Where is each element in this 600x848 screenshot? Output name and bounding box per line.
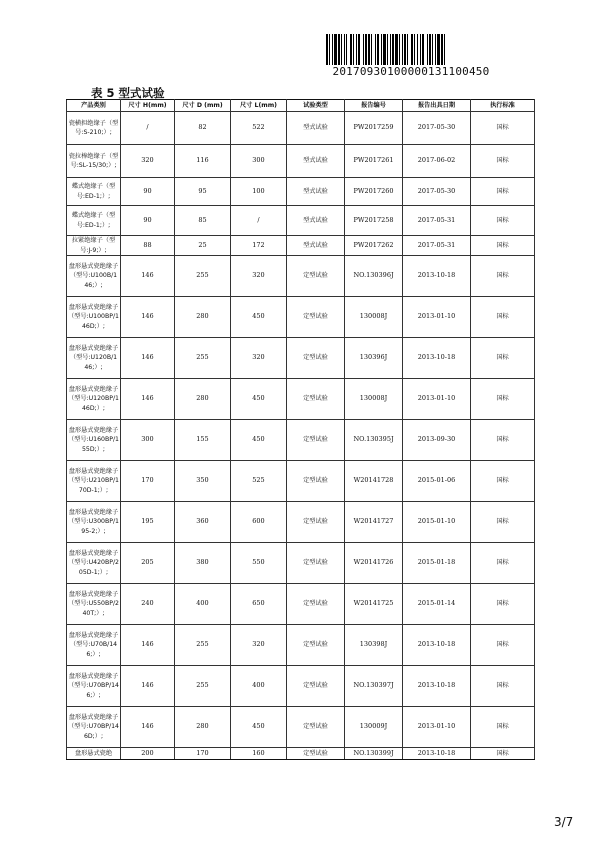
cell-size-l: 450: [231, 379, 287, 420]
cell-report-date: 2013-10-18: [403, 256, 471, 297]
cell-report-number: PW2017262: [345, 236, 403, 256]
table-row: [67, 748, 535, 760]
cell-test-type: 定型试验: [287, 543, 345, 584]
table-title: 表 5 型式试验: [91, 86, 165, 100]
cell-size-h: 88: [121, 236, 175, 256]
cell-report-date: 2013-10-18: [403, 338, 471, 379]
table-row: [67, 297, 535, 338]
cell-report-number: PW2017259: [345, 112, 403, 145]
cell-report-number: W20141725: [345, 584, 403, 625]
header-size-d: 尺寸 D (mm): [175, 100, 231, 112]
cell-size-h: 90: [121, 178, 175, 206]
header-report-date: 报告出具日期: [403, 100, 471, 112]
cell-size-d: 280: [175, 379, 231, 420]
cell-test-type: 定型试验: [287, 256, 345, 297]
cell-product-name: 瓷横担绝缘子（型号:S-210;）;: [67, 112, 121, 145]
header-size-h: 尺寸 H(mm): [121, 100, 175, 112]
cell-size-l: 160: [231, 748, 287, 760]
cell-report-date: 2015-01-06: [403, 461, 471, 502]
cell-report-date: 2013-09-30: [403, 420, 471, 461]
cell-report-number: PW2017258: [345, 206, 403, 236]
cell-test-type: 定型试验: [287, 420, 345, 461]
cell-product-name: 盘形悬式瓷绝缘子（型号:U100BP/146D;）;: [67, 297, 121, 338]
header-standard: 执行标准: [471, 100, 535, 112]
cell-test-type: 型式试验: [287, 112, 345, 145]
cell-product-name: 盘形悬式瓷绝缘子（型号:U120BP/146D;）;: [67, 379, 121, 420]
cell-size-d: 280: [175, 707, 231, 748]
table-header-row: [67, 100, 535, 112]
table-row: [67, 236, 535, 256]
cell-product-name: 拉紧绝缘子（型号:J-9;）;: [67, 236, 121, 256]
cell-report-date: 2017-05-31: [403, 236, 471, 256]
cell-product-name: 盘形悬式瓷绝缘子（型号:U70BP/146D;）;: [67, 707, 121, 748]
cell-size-l: 522: [231, 112, 287, 145]
cell-size-h: 170: [121, 461, 175, 502]
page-number: 3/7: [554, 815, 574, 829]
cell-size-l: 650: [231, 584, 287, 625]
table-row: [67, 256, 535, 297]
barcode-number: 20170930100000131100450: [332, 65, 490, 78]
cell-size-l: 320: [231, 256, 287, 297]
cell-report-date: 2015-01-14: [403, 584, 471, 625]
cell-report-date: 2013-10-18: [403, 625, 471, 666]
cell-standard: 国标: [471, 236, 535, 256]
cell-product-name: 盘形悬式瓷绝缘子（型号:U420BP/205D-1;）;: [67, 543, 121, 584]
cell-standard: 国标: [471, 338, 535, 379]
cell-report-number: PW2017261: [345, 145, 403, 178]
table-row: [67, 379, 535, 420]
cell-test-type: 定型试验: [287, 338, 345, 379]
cell-test-type: 定型试验: [287, 584, 345, 625]
table-row: [67, 206, 535, 236]
cell-standard: 国标: [471, 707, 535, 748]
cell-report-number: 130008J: [345, 379, 403, 420]
cell-size-d: 400: [175, 584, 231, 625]
cell-report-number: 130398J: [345, 625, 403, 666]
cell-standard: 国标: [471, 112, 535, 145]
cell-size-l: 400: [231, 666, 287, 707]
cell-size-d: 255: [175, 625, 231, 666]
cell-size-l: 320: [231, 338, 287, 379]
cell-standard: 国标: [471, 256, 535, 297]
cell-product-name: 盘形悬式瓷绝缘子（型号:U120B/146;）;: [67, 338, 121, 379]
cell-standard: 国标: [471, 178, 535, 206]
cell-standard: 国标: [471, 625, 535, 666]
cell-size-d: 255: [175, 666, 231, 707]
cell-size-d: 25: [175, 236, 231, 256]
cell-size-l: 450: [231, 707, 287, 748]
cell-standard: 国标: [471, 206, 535, 236]
cell-report-date: 2015-01-10: [403, 502, 471, 543]
cell-test-type: 型式试验: [287, 236, 345, 256]
cell-report-number: NO.130396J: [345, 256, 403, 297]
cell-standard: 国标: [471, 420, 535, 461]
cell-report-number: W20141726: [345, 543, 403, 584]
cell-product-name: 盘形悬式瓷绝缘子（型号:U160BP/155D;）;: [67, 420, 121, 461]
header-report-number: 报告编号: [345, 100, 403, 112]
cell-size-l: 550: [231, 543, 287, 584]
cell-size-h: /: [121, 112, 175, 145]
cell-standard: 国标: [471, 379, 535, 420]
cell-size-l: 450: [231, 420, 287, 461]
cell-size-d: 360: [175, 502, 231, 543]
cell-report-date: 2017-05-30: [403, 112, 471, 145]
cell-product-name: 盘形悬式瓷绝缘子（型号:U300BP/195-2;）;: [67, 502, 121, 543]
cell-size-d: 280: [175, 297, 231, 338]
cell-report-number: 130009J: [345, 707, 403, 748]
cell-test-type: 定型试验: [287, 666, 345, 707]
cell-report-number: W20141727: [345, 502, 403, 543]
cell-size-l: /: [231, 206, 287, 236]
cell-report-date: 2013-01-10: [403, 379, 471, 420]
header-size-l: 尺寸 L(mm): [231, 100, 287, 112]
cell-product-name: 盘形悬式瓷绝缘子（型号:U550BP/240T;）;: [67, 584, 121, 625]
cell-size-l: 600: [231, 502, 287, 543]
table-row: [67, 543, 535, 584]
header-product-category: 产品类别: [67, 100, 121, 112]
header-test-type: 试验类型: [287, 100, 345, 112]
cell-size-l: 450: [231, 297, 287, 338]
cell-size-d: 255: [175, 256, 231, 297]
cell-test-type: 型式试验: [287, 145, 345, 178]
cell-size-l: 100: [231, 178, 287, 206]
cell-test-type: 型式试验: [287, 206, 345, 236]
cell-size-h: 90: [121, 206, 175, 236]
cell-size-h: 320: [121, 145, 175, 178]
cell-test-type: 定型试验: [287, 461, 345, 502]
type-test-table: [66, 99, 535, 760]
table-row: [67, 338, 535, 379]
cell-test-type: 定型试验: [287, 625, 345, 666]
cell-size-d: 116: [175, 145, 231, 178]
cell-report-number: W20141728: [345, 461, 403, 502]
cell-size-d: 380: [175, 543, 231, 584]
cell-size-h: 240: [121, 584, 175, 625]
cell-size-d: 155: [175, 420, 231, 461]
cell-standard: 国标: [471, 145, 535, 178]
cell-report-number: NO.130395J: [345, 420, 403, 461]
cell-report-date: 2013-01-10: [403, 707, 471, 748]
table-row: [67, 707, 535, 748]
table-row: [67, 666, 535, 707]
cell-report-date: 2013-10-18: [403, 748, 471, 760]
cell-product-name: 蝶式绝缘子（型号:ED-1;）;: [67, 178, 121, 206]
cell-size-h: 146: [121, 707, 175, 748]
cell-standard: 国标: [471, 584, 535, 625]
cell-size-d: 350: [175, 461, 231, 502]
table-row: [67, 625, 535, 666]
cell-test-type: 定型试验: [287, 748, 345, 760]
cell-size-l: 320: [231, 625, 287, 666]
cell-report-date: 2017-05-31: [403, 206, 471, 236]
table-row: [67, 178, 535, 206]
cell-standard: 国标: [471, 543, 535, 584]
cell-size-d: 170: [175, 748, 231, 760]
cell-product-name: 盘形悬式瓷绝缘子（型号:U210BP/170D-1;）;: [67, 461, 121, 502]
cell-report-date: 2017-05-30: [403, 178, 471, 206]
cell-size-l: 300: [231, 145, 287, 178]
cell-size-h: 146: [121, 256, 175, 297]
cell-report-number: PW2017260: [345, 178, 403, 206]
cell-test-type: 型式试验: [287, 178, 345, 206]
cell-report-number: 130008J: [345, 297, 403, 338]
cell-size-h: 146: [121, 666, 175, 707]
cell-product-name: 盘形悬式瓷绝: [67, 748, 121, 760]
table-row: [67, 145, 535, 178]
cell-test-type: 定型试验: [287, 707, 345, 748]
cell-size-d: 85: [175, 206, 231, 236]
cell-size-h: 146: [121, 625, 175, 666]
cell-size-h: 205: [121, 543, 175, 584]
table-row: [67, 502, 535, 543]
cell-product-name: 瓷拉棒绝缘子（型号:SL-15/30;）;: [67, 145, 121, 178]
cell-size-d: 95: [175, 178, 231, 206]
cell-test-type: 定型试验: [287, 297, 345, 338]
table-row: [67, 461, 535, 502]
cell-report-date: 2013-10-18: [403, 666, 471, 707]
barcode-image: [326, 34, 494, 65]
cell-report-date: 2015-01-18: [403, 543, 471, 584]
cell-product-name: 盘形悬式瓷绝缘子（型号:U70B/146;）;: [67, 625, 121, 666]
cell-report-date: 2013-01-10: [403, 297, 471, 338]
cell-test-type: 定型试验: [287, 379, 345, 420]
cell-report-number: NO.130399J: [345, 748, 403, 760]
cell-standard: 国标: [471, 297, 535, 338]
table-row: [67, 112, 535, 145]
cell-report-number: NO.130397J: [345, 666, 403, 707]
cell-standard: 国标: [471, 666, 535, 707]
cell-size-l: 172: [231, 236, 287, 256]
cell-standard: 国标: [471, 748, 535, 760]
cell-size-h: 146: [121, 338, 175, 379]
table-row: [67, 420, 535, 461]
table-row: [67, 584, 535, 625]
cell-size-d: 82: [175, 112, 231, 145]
cell-standard: 国标: [471, 502, 535, 543]
cell-size-h: 146: [121, 297, 175, 338]
cell-size-h: 200: [121, 748, 175, 760]
cell-size-h: 195: [121, 502, 175, 543]
cell-test-type: 定型试验: [287, 502, 345, 543]
cell-size-h: 146: [121, 379, 175, 420]
cell-product-name: 盘形悬式瓷绝缘子（型号:U100B/146;）;: [67, 256, 121, 297]
cell-product-name: 蝶式绝缘子（型号:ED-1;）;: [67, 206, 121, 236]
cell-size-l: 525: [231, 461, 287, 502]
cell-size-h: 300: [121, 420, 175, 461]
cell-product-name: 盘形悬式瓷绝缘子（型号:U70BP/146;）;: [67, 666, 121, 707]
cell-standard: 国标: [471, 461, 535, 502]
cell-size-d: 255: [175, 338, 231, 379]
cell-report-date: 2017-06-02: [403, 145, 471, 178]
cell-report-number: 130396J: [345, 338, 403, 379]
